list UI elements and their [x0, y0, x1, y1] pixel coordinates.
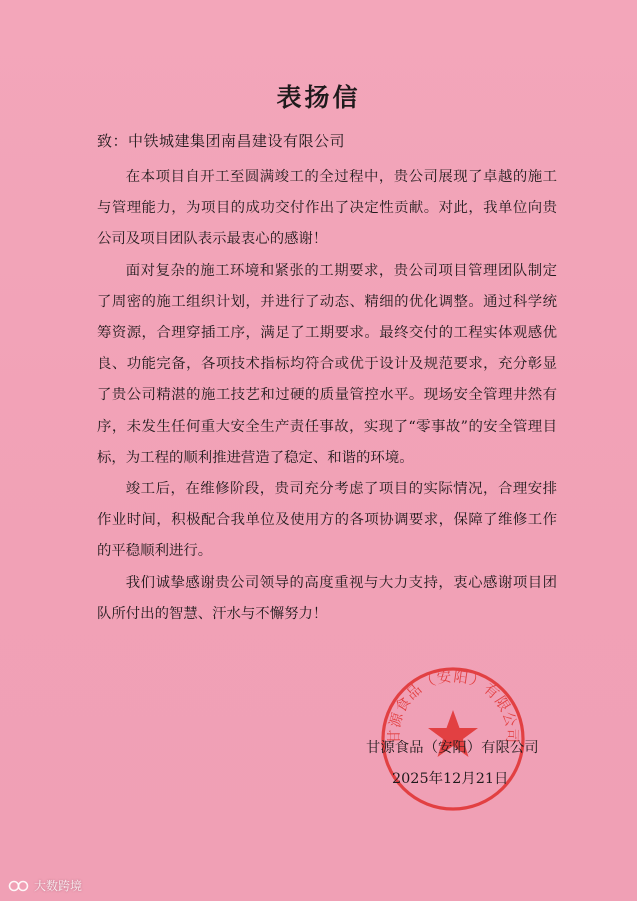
paragraph-thanks: 在本项目自开工至圆满竣工的全过程中，贵公司展现了卓越的施工与管理能力，为项目的成功交付作出了决定性贡献。对此，我单位向贵公司及项目团队表示最衷心的感谢！	[97, 169, 557, 248]
signature-block	[340, 730, 570, 790]
paragraph-closing: 我们诚挚感谢贵公司领导的高度重视与大力支持，衷心感谢项目团队所付出的智慧、汗水与不懈努力！	[97, 574, 557, 622]
watermark-text: 大数跨境	[34, 879, 83, 893]
letter-date: 2025年12月21日	[392, 771, 509, 787]
letter-title: 表扬信	[276, 83, 361, 112]
paragraph-construction: 面对复杂的施工环境和紧张的工期要求，贵公司项目管理团队制定了周密的施工组织计划，并进行了动态、精细的优化调整。通过科学统筹资源，合理穿插工序，满足了工期要求。最终交付的工程实体观感优良、功能完备，各项技术指标均符合或优于设计及规范要求，充分彰显了贵公司精湛的施工技艺和过硬的质量管控水平。现场安全管理井然有序，未发生任何重大安全生产责任事故，实现了“零事故”的安全管理目标，为工程的顺利推进营造了稳定、和谐的环境。	[97, 262, 557, 466]
watermark	[8, 877, 82, 894]
brand-logo-icon	[8, 879, 30, 893]
letter-recipient: 致：中铁城建集团南昌建设有限公司	[97, 132, 346, 150]
signer-name: 甘源食品（安阳）有限公司	[366, 740, 539, 756]
seal-text: 甘源食品（安阳）有限公司	[386, 669, 520, 745]
letter-body	[97, 162, 557, 630]
paragraph-maintenance: 竣工后，在维修阶段，贵司充分考虑了项目的实际情况，合理安排作业时间，积极配合我单位及使用方的各项协调要求，保障了维修工作的平稳顺利进行。	[97, 481, 557, 560]
